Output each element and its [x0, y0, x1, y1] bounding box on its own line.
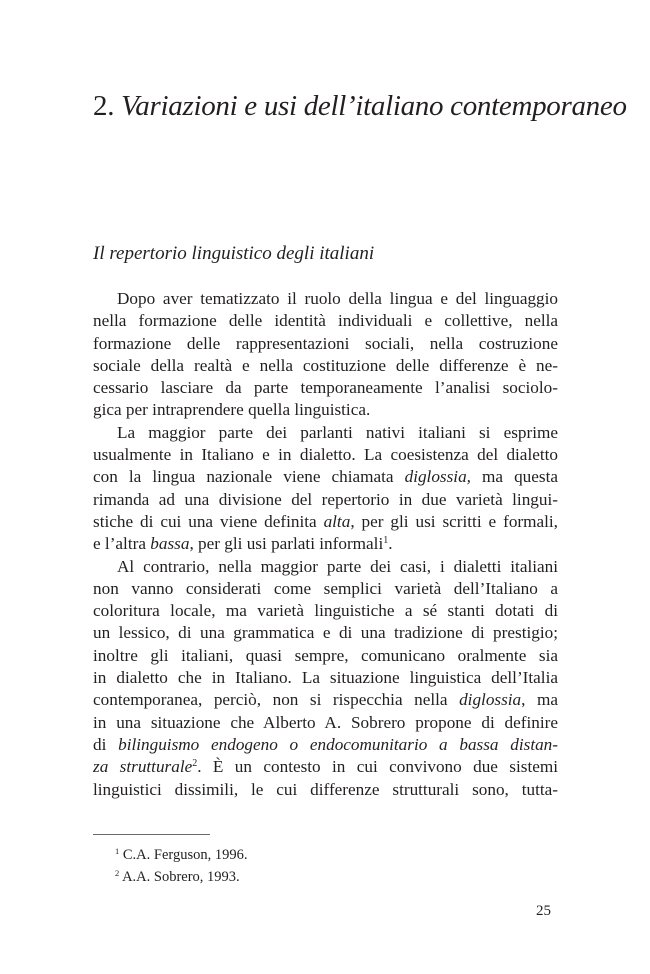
text-line: cessario lasciare da parte temporaneamente l’analisi sociolo- [93, 378, 558, 398]
footnote-ref[interactable]: 1 [383, 535, 389, 547]
section-heading: Il repertorio linguistico degli italiani [93, 243, 375, 264]
text-line: non vanno considerati come semplici varietà dell’Italiano a [93, 578, 558, 598]
text-line: Al contrario, nella maggior parte dei casi, i dialetti italiani [117, 556, 558, 576]
footnote-divider [93, 834, 210, 835]
text-line: coloritura locale, ma varietà linguistiche a sé stanti dotati di [93, 601, 558, 621]
footnote-text: C.A. Ferguson, 1996. [122, 847, 248, 863]
text-line: linguistici dissimili, le cui differenze strutturali sono, tutta- [93, 779, 558, 799]
text-line [93, 511, 558, 533]
chapter-title [93, 88, 627, 124]
text-run: . È un contesto in cui convivono due sistemi [197, 757, 558, 777]
chapter-title-text: Variazioni e usi dell’italiano contemporaneo [121, 90, 627, 122]
footnote [115, 868, 240, 886]
text-line: in dialetto che in Italiano. La situazione linguistica dell’Italia [93, 668, 558, 688]
footnote-ref[interactable]: 2 [192, 758, 198, 770]
text-line [93, 756, 558, 778]
text-run: . [388, 534, 393, 554]
emphasis: alta [323, 511, 351, 531]
footnote-number: 2 [115, 868, 120, 878]
text-line: usualmente in Italiano e in dialetto. La coesistenza del dialetto [93, 445, 558, 465]
paragraph [93, 288, 558, 422]
text-line: un lessico, di una grammatica e di una tradizione di prestigio; [93, 623, 558, 643]
text-line: in una situazione che Alberto A. Sobrero propone di definire [93, 712, 558, 732]
footnote-text: A.A. Sobrero, 1993. [122, 869, 240, 885]
body-text [93, 288, 558, 801]
emphasis: bassa [150, 534, 190, 554]
text-run: e l’altra [93, 534, 151, 554]
footnote-number: 1 [115, 846, 120, 856]
text-line [93, 533, 558, 555]
text-run: , per gli usi parlati informali [189, 534, 384, 554]
text-line: rimanda ad una divisione del repertorio in due varietà lingui- [93, 489, 558, 509]
text-line: sociale della realtà e nella costituzione delle differenze è ne- [93, 355, 558, 375]
footnote [115, 846, 247, 864]
paragraph [93, 422, 558, 556]
text-run: contemporanea, perciò, non si rispecchia nella [93, 690, 460, 710]
text-run: stiche di cui una viene definita [93, 511, 324, 531]
text-run: , per gli usi scritti e formali, [350, 511, 558, 531]
text-run: , ma [521, 690, 558, 710]
text-line [93, 689, 558, 711]
text-line: La maggior parte dei parlanti nativi italiani si esprime [117, 422, 558, 442]
text-run: con la lingua nazionale viene chiamata [93, 467, 405, 487]
text-run: di [93, 734, 119, 754]
emphasis: bilinguismo endogeno o endocomunitario a bassa distan- [118, 734, 559, 754]
text-line: inoltre gli italiani, quasi sempre, comunicano oralmente sia [93, 645, 558, 665]
text-line: gica per intraprendere quella linguistica. [93, 400, 371, 420]
emphasis: diglossia [459, 690, 522, 710]
chapter-number: 2. [93, 90, 115, 122]
emphasis: za strutturale [93, 757, 193, 777]
text-line [93, 466, 558, 488]
text-line [93, 734, 558, 756]
page-number: 25 [536, 903, 551, 919]
text-line: nella formazione delle identità individuali e collettive, nella [93, 311, 558, 331]
paragraph [93, 556, 558, 801]
text-line: Dopo aver tematizzato il ruolo della lingua e del linguaggio [117, 289, 558, 308]
text-line: formazione delle rappresentazioni sociali, nella costruzione [93, 333, 558, 353]
emphasis: diglossia, [404, 467, 471, 487]
text-run: ma questa [470, 467, 558, 487]
